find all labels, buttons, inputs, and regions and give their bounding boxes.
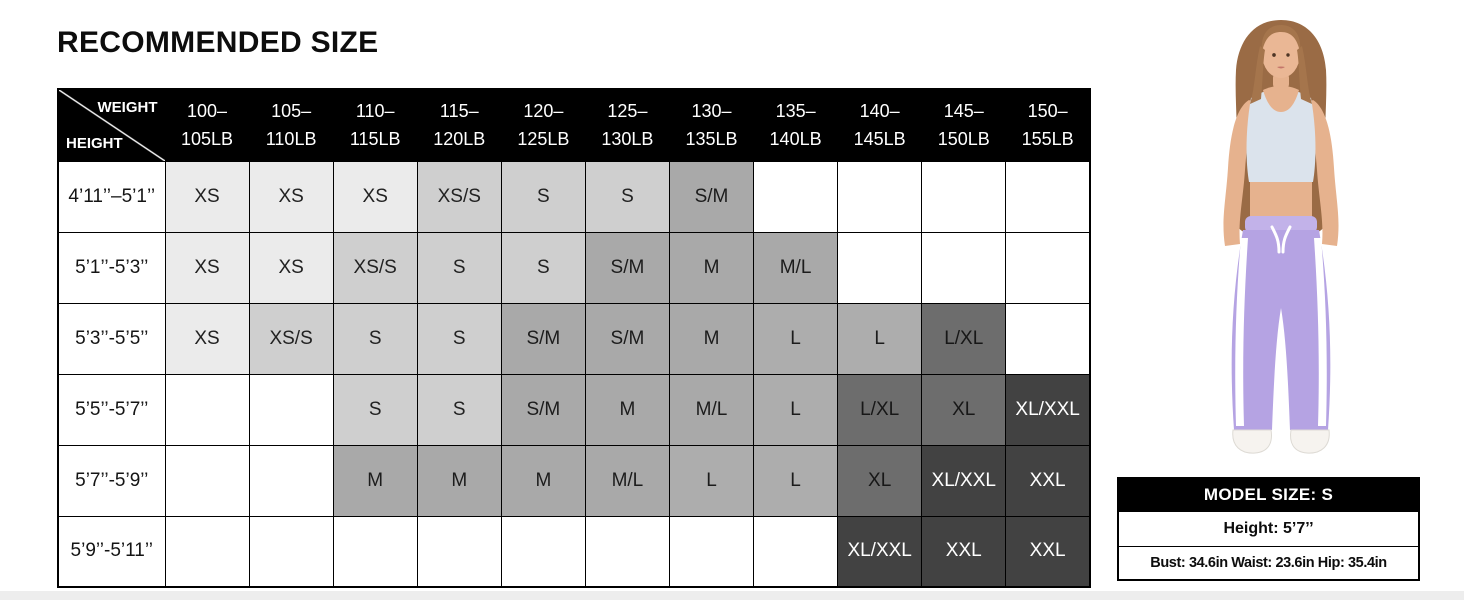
size-cell: L bbox=[754, 303, 838, 374]
empty-cell bbox=[501, 516, 585, 587]
corner-header-cell bbox=[58, 89, 165, 161]
size-cell: XS bbox=[165, 232, 249, 303]
size-cell: M bbox=[669, 232, 753, 303]
empty-cell bbox=[1006, 161, 1090, 232]
weight-axis-label: WEIGHT bbox=[97, 99, 158, 116]
left-eye bbox=[1272, 53, 1275, 56]
size-cell: L/XL bbox=[922, 303, 1006, 374]
model-photo bbox=[1150, 6, 1412, 476]
empty-cell bbox=[838, 232, 922, 303]
size-cell: S bbox=[501, 161, 585, 232]
size-cell: S/M bbox=[501, 374, 585, 445]
size-cell: M/L bbox=[754, 232, 838, 303]
size-cell: S bbox=[501, 232, 585, 303]
empty-cell bbox=[249, 516, 333, 587]
size-cell: XS bbox=[165, 303, 249, 374]
model-height: Height: 5’7’’ bbox=[1223, 520, 1314, 537]
weight-column-header: 100– 105LB bbox=[165, 89, 249, 161]
size-cell: L bbox=[838, 303, 922, 374]
size-cell: M bbox=[417, 445, 501, 516]
size-cell: L/XL bbox=[838, 374, 922, 445]
weight-column-header: 110– 115LB bbox=[333, 89, 417, 161]
size-cell: S bbox=[417, 374, 501, 445]
empty-cell bbox=[1006, 303, 1090, 374]
height-row-header: 5’1’’-5’3’’ bbox=[58, 232, 165, 303]
size-cell: S bbox=[417, 303, 501, 374]
weight-column-header: 130– 135LB bbox=[669, 89, 753, 161]
height-row-header: 4’11’’–5’1’’ bbox=[58, 161, 165, 232]
height-row-header: 5’3’’-5’5’’ bbox=[58, 303, 165, 374]
size-cell: S/M bbox=[585, 303, 669, 374]
empty-cell bbox=[754, 161, 838, 232]
weight-column-header: 115– 120LB bbox=[417, 89, 501, 161]
table-row bbox=[58, 161, 1090, 232]
height-axis-label: HEIGHT bbox=[66, 134, 123, 152]
size-cell: XS bbox=[165, 161, 249, 232]
height-row-header: 5’7’’-5’9’’ bbox=[58, 445, 165, 516]
size-cell: XXL bbox=[922, 516, 1006, 587]
size-cell: L bbox=[754, 445, 838, 516]
empty-cell bbox=[922, 232, 1006, 303]
empty-cell bbox=[1006, 232, 1090, 303]
size-cell: S bbox=[333, 374, 417, 445]
size-cell: XL/XXL bbox=[922, 445, 1006, 516]
height-row-header: 5’5’’-5’7’’ bbox=[58, 374, 165, 445]
empty-cell bbox=[165, 516, 249, 587]
empty-cell bbox=[754, 516, 838, 587]
size-cell: XS/S bbox=[333, 232, 417, 303]
size-cell: S/M bbox=[501, 303, 585, 374]
size-cell: XS bbox=[249, 232, 333, 303]
size-cell: XXL bbox=[1006, 516, 1090, 587]
table-row bbox=[58, 374, 1090, 445]
bottom-strip bbox=[0, 591, 1464, 600]
size-cell: L bbox=[669, 445, 753, 516]
empty-cell bbox=[165, 445, 249, 516]
size-cell: XS bbox=[249, 161, 333, 232]
page-title: RECOMMENDED SIZE bbox=[57, 26, 379, 59]
empty-cell bbox=[669, 516, 753, 587]
size-cell: S bbox=[333, 303, 417, 374]
size-cell: S bbox=[417, 232, 501, 303]
size-cell: M/L bbox=[585, 445, 669, 516]
size-cell: M bbox=[333, 445, 417, 516]
weight-column-header: 135– 140LB bbox=[754, 89, 838, 161]
size-cell: XL bbox=[838, 445, 922, 516]
size-cell: XS/S bbox=[249, 303, 333, 374]
size-cell: XXL bbox=[1006, 445, 1090, 516]
empty-cell bbox=[249, 445, 333, 516]
size-cell: S bbox=[585, 161, 669, 232]
midriff bbox=[1250, 182, 1312, 218]
empty-cell bbox=[249, 374, 333, 445]
size-cell: M bbox=[585, 374, 669, 445]
empty-cell bbox=[165, 374, 249, 445]
size-cell: XL/XXL bbox=[838, 516, 922, 587]
empty-cell bbox=[333, 516, 417, 587]
right-shoe bbox=[1291, 430, 1330, 453]
model-measurements: Bust: 34.6in Waist: 23.6in Hip: 35.4in bbox=[1119, 546, 1418, 579]
size-cell: M bbox=[669, 303, 753, 374]
table-row bbox=[58, 303, 1090, 374]
weight-column-header: 140– 145LB bbox=[838, 89, 922, 161]
empty-cell bbox=[922, 161, 1006, 232]
model-size-header: MODEL SIZE: S bbox=[1119, 479, 1418, 512]
size-cell: S/M bbox=[585, 232, 669, 303]
model-info-box bbox=[1117, 477, 1420, 581]
size-cell: XS/S bbox=[417, 161, 501, 232]
weight-column-header: 145– 150LB bbox=[922, 89, 1006, 161]
left-shoe bbox=[1233, 430, 1272, 453]
weight-column-header: 125– 130LB bbox=[585, 89, 669, 161]
size-cell: M bbox=[501, 445, 585, 516]
weight-column-header: 150– 155LB bbox=[1006, 89, 1090, 161]
size-cell: XL/XXL bbox=[1006, 374, 1090, 445]
empty-cell bbox=[838, 161, 922, 232]
empty-cell bbox=[417, 516, 501, 587]
size-table bbox=[57, 88, 1091, 588]
table-row bbox=[58, 516, 1090, 587]
weight-column-header: 120– 125LB bbox=[501, 89, 585, 161]
right-eye bbox=[1286, 53, 1289, 56]
height-row-header: 5’9’’-5’11’’ bbox=[58, 516, 165, 587]
size-cell: XS bbox=[333, 161, 417, 232]
size-cell: S/M bbox=[669, 161, 753, 232]
weight-column-header: 105– 110LB bbox=[249, 89, 333, 161]
size-cell: L bbox=[754, 374, 838, 445]
empty-cell bbox=[585, 516, 669, 587]
size-cell: XL bbox=[922, 374, 1006, 445]
table-row bbox=[58, 232, 1090, 303]
table-header-row bbox=[58, 89, 1090, 161]
table-row bbox=[58, 445, 1090, 516]
size-cell: M/L bbox=[669, 374, 753, 445]
